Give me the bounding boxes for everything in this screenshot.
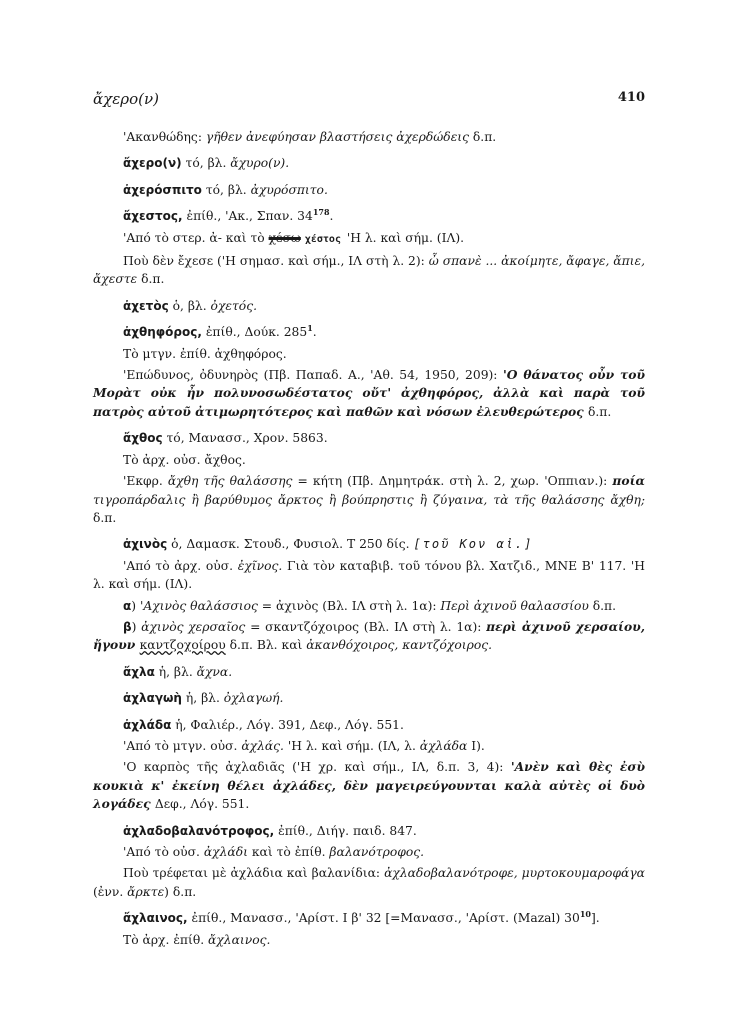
text: 'Από τὸ στερ. ἀ- καὶ τὸ <box>123 230 269 245</box>
dictionary-entry <box>93 689 645 707</box>
headword: ἄχλαινος, <box>123 911 188 926</box>
dictionary-entry <box>93 181 645 199</box>
entry-paragraph <box>93 252 645 289</box>
text: τό, βλ. <box>201 182 251 197</box>
text: = σκαντζόχοιρος (Βλ. ΙΛ στὴ λ. 1α): <box>245 619 487 634</box>
entry-headline <box>93 154 645 172</box>
text: Ι). <box>467 738 485 753</box>
text: 'Η λ. καὶ σήμ. (ΙΛ, λ. <box>283 738 420 753</box>
dictionary-entry <box>93 663 645 681</box>
text: ὁ, βλ. <box>168 298 211 313</box>
running-header <box>93 90 645 110</box>
text: 'Από τὸ μτγν. οὐσ. <box>123 738 242 753</box>
text: ἐπίθ., Διήγ. παιδ. 847. <box>274 823 417 838</box>
text: δ.π. <box>141 272 165 287</box>
text: ἐπίθ., Δούκ. 285 <box>201 325 308 340</box>
entry-paragraph <box>93 472 645 527</box>
text: = ἀχινὸς (Βλ. ΙΛ στὴ λ. 1α): <box>257 598 441 613</box>
italic-text: ἄχυρο(ν). <box>230 156 290 171</box>
text: ἐπίθ., 'Ακ., Σπαν. 34 <box>182 209 313 224</box>
text: τό, βλ. <box>181 156 231 171</box>
entry-paragraph <box>93 758 645 813</box>
dictionary-entry <box>93 323 645 421</box>
superscript: 10 <box>579 909 591 920</box>
dictionary-entry <box>93 822 645 902</box>
superscript: 178 <box>312 207 330 218</box>
italic-text: ὀχλαγωή. <box>223 691 284 706</box>
italic-text: ἀχλάδα <box>419 738 468 753</box>
entry-paragraph <box>93 737 645 755</box>
italic-text: ὀχετός. <box>210 298 258 313</box>
text: δ.π. <box>587 404 612 419</box>
text: . <box>329 209 334 224</box>
text: ἐπίθ., Μανασσ., 'Αρίστ. Ι β' 32 [=Μανασσ., 'Αρίστ. (Mazal) 30 <box>187 911 580 926</box>
italic-text: ἀχυρόσπιτο. <box>250 182 328 197</box>
italic-text: ἀχλάδι <box>203 845 248 859</box>
dictionary-entry <box>93 716 645 814</box>
headword: α <box>123 598 132 613</box>
dictionary-body <box>93 128 645 957</box>
superscript: 1 <box>307 323 313 334</box>
headword: ἄχλα <box>123 664 155 679</box>
italic-text: ἀχινὸς χερσαῖος <box>141 619 246 634</box>
italic-text: τιγροπάρδαλις ἢ βαρύθυμος ἄρκτος ἢ βούπρηστις ἢ ζύγαινα, τὰ τῆς θαλάσσης ἄχθη; <box>93 492 645 507</box>
entry-headline <box>93 663 645 681</box>
text: ἡ, Φαλιέρ., Λόγ. 391, Δεφ., Λόγ. 551. <box>171 717 404 732</box>
dictionary-entry <box>93 297 645 315</box>
quotation: περὶ ἀχινοῦ χερσαίου, ἤγουν <box>93 618 646 653</box>
dictionary-entry <box>93 909 645 949</box>
italic-text: ἀχλαδοβαλανότροφε, μυρτοκουμαροφάγα <box>384 866 645 881</box>
text: δ.π. <box>93 510 117 525</box>
running-head-title: ἄχερο(ν) <box>93 90 159 108</box>
entry-headline <box>93 689 645 707</box>
text: Ποὺ τρέφεται μὲ ἀχλάδια καὶ βαλανίδια: <box>123 866 385 881</box>
text: Δεφ., Λόγ. 551. <box>154 797 250 812</box>
entry-paragraph <box>93 557 645 594</box>
text: 'Επώδυνος, ὀδυνηρὸς (Πβ. Παπαδ. Α., 'Αθ. 54, 1950, 209): <box>123 368 503 383</box>
italic-text: ὦ σπανὲ ... ἀκοίμητε, ἄφαγε, ἄπιε, ἄχεστε <box>93 254 645 287</box>
text: 'Εκφρ. <box>123 474 168 489</box>
entry-paragraph <box>93 451 645 469</box>
text: Γιὰ τὸν καταβιβ. τοῦ τόνου βλ. Χατζιδ., ΜΝΕ Β' 117. 'Η λ. καὶ σήμ. (ΙΛ). <box>93 558 645 592</box>
handwritten-note: [τοῦ Κον αἰ.] <box>413 537 534 552</box>
entry-headline <box>93 128 645 146</box>
text: Τὸ ἀρχ. οὐσ. ἄχθος. <box>123 452 246 467</box>
text: Ποὺ δὲν ἔχεσε ('Η σημασ. καὶ σήμ., ΙΛ στὴ λ. 2): <box>123 254 429 269</box>
italic-text: ἄχθη τῆς θαλάσσης <box>167 474 293 489</box>
dictionary-entry <box>93 207 645 289</box>
dictionary-entry <box>93 154 645 172</box>
entry-paragraph <box>93 618 645 655</box>
text: ) δ.π. <box>164 884 197 899</box>
italic-text: ἄχλαινος. <box>208 932 271 947</box>
headword: ἀχινὸς <box>123 537 168 552</box>
text: καὶ τὸ ἐπίθ. <box>247 845 330 859</box>
text: (ἐνν. <box>93 884 128 899</box>
dictionary-entry <box>93 128 645 146</box>
underlined-word: καντζοχοίρου <box>139 638 226 653</box>
entry-headline <box>93 716 645 734</box>
entry-headline <box>93 297 645 315</box>
headword: ἀχθηφόρος, <box>123 325 202 340</box>
italic-text: ἀκανθόχοιρος, καντζόχοιρος. <box>306 638 493 653</box>
italic-text: ἀχλάς. <box>241 738 284 753</box>
entry-paragraph <box>93 366 645 421</box>
handwritten-correction: χέστος <box>304 233 341 245</box>
text: τό, Μανασσ., Χρον. 5863. <box>162 431 328 446</box>
text: = κήτη (Πβ. Δημητράκ. στὴ λ. 2, χωρ. 'Οππιαν.): <box>292 474 613 489</box>
headword: β <box>123 619 132 634</box>
headword: ἀχλαγωὴ <box>123 691 182 706</box>
quotation: 'Ο θάνατος οὖν τοῦ Μορὰτ οὐκ ἦν πολυνοσωδέστατος οὔτ' ἀχθηφόρος, ἀλλὰ καὶ παρὰ τοῦ πατρὸς αὐτοῦ ἀτιμωρητότερος καὶ παθῶν καὶ νόσων ἐλευθερώτερος <box>93 367 645 419</box>
text: ) <box>131 598 140 613</box>
italic-text: ἄρκτε <box>127 884 165 899</box>
text: . <box>312 325 317 340</box>
page-number: 410 <box>617 90 645 105</box>
text: ἡ, βλ. <box>154 664 197 679</box>
headword: ἀχλαδοβαλανότροφος, <box>123 823 275 838</box>
entry-headline <box>93 207 645 225</box>
italic-text: Περὶ ἀχινοῦ θαλασσίου <box>440 598 593 613</box>
entry-paragraph <box>93 843 645 861</box>
entry-paragraph <box>93 931 645 949</box>
headword: ἀχλάδα <box>123 717 172 732</box>
headword: ἄχθος <box>123 431 163 446</box>
headword: ἄχερο(ν) <box>123 156 182 171</box>
text: Τὸ μτγν. ἐπίθ. ἀχθηφόρος. <box>123 346 287 361</box>
text: ]. <box>590 911 600 926</box>
text: ὁ, Δαμασκ. Στουδ., Φυσιολ. Τ 250 δίς. <box>167 537 414 552</box>
entry-headline <box>93 909 645 927</box>
text: δ.π. <box>592 598 617 613</box>
quotation: 'Ανὲν καὶ θὲς ἐσὺ κουκιὰ κ' ἐκείνη θέλει ἀχλάδες, δὲν μαγειρεύγουνται καλὰ αὐτὲς οἱ δυὸ λογάδες <box>93 759 645 812</box>
entry-headline <box>93 181 645 199</box>
entry-headline <box>93 822 645 840</box>
headword: ἀχερόσπιτο <box>123 182 202 197</box>
italic-text: ἐχῖνος. <box>237 558 283 573</box>
dictionary-entry <box>93 535 645 654</box>
headword: ἀχετὸς <box>123 298 169 313</box>
entry-paragraph <box>93 229 645 249</box>
entry-headline <box>93 323 645 341</box>
text: 'Ο καρπὸς τῆς ἀχλαδιᾶς ('Η χρ. καὶ σήμ., ΙΛ, δ.π. 3, 4): <box>123 760 511 775</box>
text: δ.π. <box>472 130 497 144</box>
italic-text: βαλανότροφος. <box>329 845 425 859</box>
text: 'Από τὸ ἀρχ. οὐσ. <box>123 558 238 573</box>
text: Τὸ ἀρχ. ἐπίθ. <box>123 932 209 947</box>
quotation: ποία <box>612 473 645 489</box>
text: δ.π. Βλ. καὶ <box>225 638 307 653</box>
text: ἡ, βλ. <box>181 691 224 706</box>
entry-headline <box>93 429 645 447</box>
italic-text: ἄχνα. <box>196 664 233 679</box>
italic-text: γῆθεν ἀνεφύησαν βλαστήσεις ἀχερδώδεις <box>205 130 473 144</box>
entry-paragraph <box>93 864 645 901</box>
headword: ἄχεστος, <box>123 209 183 224</box>
italic-text: 'Αχινὸς θαλάσσιος <box>139 598 258 613</box>
text: ) <box>131 619 142 634</box>
entry-headline <box>93 535 645 553</box>
text: 'Η λ. καὶ σήμ. (ΙΛ). <box>342 230 465 245</box>
text: 'Από τὸ οὐσ. <box>123 845 204 859</box>
text: 'Ακανθώδης: <box>123 130 206 144</box>
entry-paragraph <box>93 345 645 363</box>
struck-word: χέσω <box>268 230 301 245</box>
entry-paragraph <box>93 597 645 615</box>
dictionary-entry <box>93 429 645 527</box>
